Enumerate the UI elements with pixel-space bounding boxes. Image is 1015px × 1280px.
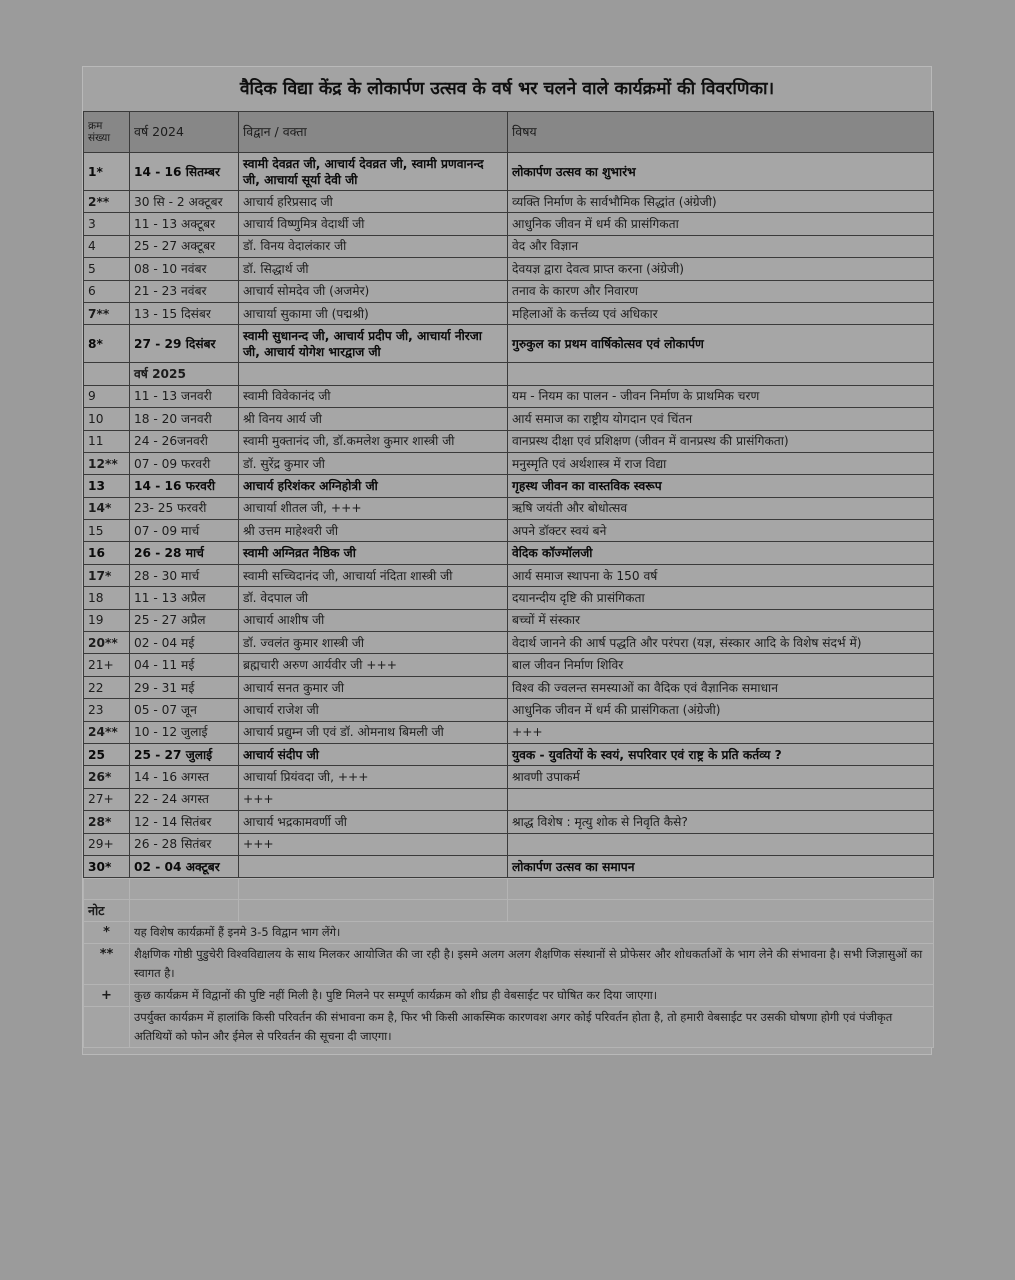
table-row (84, 654, 934, 676)
cell-date: 10 - 12 जुलाई (130, 721, 239, 743)
cell-speaker: आचार्य सोमदेव जी (अजमेर) (239, 280, 508, 302)
cell-date: 02 - 04 अक्टूबर (130, 855, 239, 877)
cell-speaker: आचार्य विष्णुमित्र वेदार्थी जी (239, 213, 508, 235)
table-row (84, 452, 934, 474)
cell-topic: लोकार्पण उत्सव का शुभारंभ (508, 153, 934, 191)
header-serial: क्रम संख्या (84, 112, 130, 153)
cell-no: 29+ (84, 833, 130, 855)
cell-date: 25 - 27 अक्टूबर (130, 235, 239, 257)
cell-topic: व्यक्ति निर्माण के सार्वभौमिक सिद्धांत (अंग्रेजी) (508, 191, 934, 213)
cell-topic: लोकार्पण उत्सव का समापन (508, 855, 934, 877)
cell-date: 02 - 04 मई (130, 632, 239, 654)
note-text: शैक्षणिक गोष्ठी पुडुचेरी विश्वविद्यालय के साथ मिलकर आयोजित की जा रही है। इसमे अलग अलग शैक्षणिक संस्थानों से प्रोफेसर और शोधकर्ताओं के भाग लेने की संभावना है। सभी जिज्ञासुओं का स्वागत है। (130, 944, 934, 985)
table-row (84, 676, 934, 698)
cell-topic: विश्व की ज्वलन्त समस्याओं का वैदिक एवं वैज्ञानिक समाधान (508, 676, 934, 698)
cell-speaker: आचार्या प्रियंवदा जी, +++ (239, 766, 508, 788)
cell-date: 14 - 16 अगस्त (130, 766, 239, 788)
cell-topic: यम - नियम का पालन - जीवन निर्माण के प्राथमिक चरण (508, 385, 934, 407)
table-row (84, 587, 934, 609)
cell-topic: गुरुकुल का प्रथम वार्षिकोत्सव एवं लोकार्पण (508, 325, 934, 363)
cell-speaker: आचार्य प्रद्युम्न जी एवं डॉ. ओमनाथ बिमली जी (239, 721, 508, 743)
cell-no: 7** (84, 302, 130, 324)
cell-no: 10 (84, 408, 130, 430)
cell-no: 1* (84, 153, 130, 191)
cell-topic: वेदिक कॉज्मॉलजी (508, 542, 934, 564)
cell-speaker: डॉ. सिद्धार्थ जी (239, 258, 508, 280)
notes-heading: नोट (84, 900, 130, 922)
table-row (84, 385, 934, 407)
notes-spacer-row (84, 879, 934, 900)
cell-topic: श्रावणी उपाकर्म (508, 766, 934, 788)
cell-speaker: आचार्य आशीष जी (239, 609, 508, 631)
cell-speaker: डॉ. सुरेंद्र कुमार जी (239, 452, 508, 474)
note-symbol: ** (84, 944, 130, 985)
table-row (84, 520, 934, 542)
cell-speaker: आचार्य राजेश जी (239, 699, 508, 721)
cell-topic: आधुनिक जीवन में धर्म की प्रासंगिकता (508, 213, 934, 235)
cell-topic: +++ (508, 721, 934, 743)
cell-date: 07 - 09 मार्च (130, 520, 239, 542)
cell-no: 17* (84, 564, 130, 586)
table-row (84, 811, 934, 833)
cell-date: 12 - 14 सितंबर (130, 811, 239, 833)
table-row (84, 302, 934, 324)
cell-speaker: डॉ. विनय वेदालंकार जी (239, 235, 508, 257)
table-row (84, 213, 934, 235)
note-text: यह विशेष कार्यक्रमों हैं इनमे 3-5 विद्वान भाग लेंगे। (130, 922, 934, 944)
cell-no: 24** (84, 721, 130, 743)
cell-topic: वेद और विज्ञान (508, 235, 934, 257)
cell-topic: युवक - युवतियों के स्वयं, सपरिवार एवं राष्ट्र के प्रति कर्तव्य ? (508, 743, 934, 765)
cell-no: 19 (84, 609, 130, 631)
cell-date: 11 - 13 अप्रैल (130, 587, 239, 609)
cell-speaker: आचार्य सनत कुमार जी (239, 676, 508, 698)
cell-no: 22 (84, 676, 130, 698)
table-row (84, 542, 934, 564)
table-row (84, 564, 934, 586)
table-row (84, 153, 934, 191)
cell-date: 27 - 29 दिसंबर (130, 325, 239, 363)
note-row (84, 1007, 934, 1048)
cell-speaker: डॉ. ज्वलंत कुमार शास्त्री जी (239, 632, 508, 654)
cell-date: वर्ष 2025 (130, 363, 239, 385)
cell-topic: दयानन्दीय दृष्टि की प्रासंगिकता (508, 587, 934, 609)
header-speaker: विद्वान / वक्ता (239, 112, 508, 153)
page-title: वैदिक विद्या केंद्र के लोकार्पण उत्सव के वर्ष भर चलने वाले कार्यक्रमों की विवरणिका। (239, 79, 775, 99)
cell-date: 23- 25 फरवरी (130, 497, 239, 519)
cell-no: 3 (84, 213, 130, 235)
cell-topic: ऋषि जयंती और बोधोत्सव (508, 497, 934, 519)
cell-date: 30 सि - 2 अक्टूबर (130, 191, 239, 213)
year-divider-row (84, 363, 934, 385)
cell-topic (508, 833, 934, 855)
notes-table (83, 878, 934, 1048)
note-symbol: * (84, 922, 130, 944)
cell-speaker: स्वामी अग्निव्रत नैष्ठिक जी (239, 542, 508, 564)
cell-topic: गृहस्थ जीवन का वास्तविक स्वरूप (508, 475, 934, 497)
notes-heading-row (84, 900, 934, 922)
schedule-sheet (82, 66, 932, 1055)
cell-no: 4 (84, 235, 130, 257)
cell-no: 6 (84, 280, 130, 302)
cell-speaker (239, 363, 508, 385)
cell-no: 11 (84, 430, 130, 452)
cell-date: 18 - 20 जनवरी (130, 408, 239, 430)
note-symbol (84, 1007, 130, 1048)
cell-date: 05 - 07 जून (130, 699, 239, 721)
cell-date: 07 - 09 फरवरी (130, 452, 239, 474)
note-text: उपर्युक्त कार्यक्रम में हालांकि किसी परिवर्तन की संभावना कम है, फिर भी किसी आकस्मिक कारणवश अगर कोई परिवर्तन होता है, तो हमारी वेबसाईट पर उसकी घोषणा होगी एवं पंजीकृत अतिथियों को फोन और ईमेल से परिवर्तन की सूचना दी जाएगा। (130, 1007, 934, 1048)
cell-speaker: डॉ. वेदपाल जी (239, 587, 508, 609)
table-row (84, 408, 934, 430)
cell-topic: बच्चों में संस्कार (508, 609, 934, 631)
cell-no: 30* (84, 855, 130, 877)
cell-date: 29 - 31 मई (130, 676, 239, 698)
cell-speaker (239, 855, 508, 877)
cell-no: 5 (84, 258, 130, 280)
cell-speaker: आचार्य हरिशंकर अग्निहोत्री जी (239, 475, 508, 497)
cell-speaker: स्वामी सुधानन्द जी, आचार्य प्रदीप जी, आचार्या नीरजा जी, आचार्य योगेश भारद्वाज जी (239, 325, 508, 363)
cell-topic: आधुनिक जीवन में धर्म की प्रासंगिकता (अंग्रेजी) (508, 699, 934, 721)
cell-date: 08 - 10 नवंबर (130, 258, 239, 280)
cell-topic (508, 363, 934, 385)
cell-topic: अपने डॉक्टर स्वयं बने (508, 520, 934, 542)
table-row (84, 632, 934, 654)
cell-speaker: ब्रह्मचारी अरुण आर्यवीर जी +++ (239, 654, 508, 676)
cell-speaker: आचार्य भद्रकामवर्णी जी (239, 811, 508, 833)
table-row (84, 766, 934, 788)
cell-no: 27+ (84, 788, 130, 810)
cell-no: 18 (84, 587, 130, 609)
schedule-table (83, 111, 934, 878)
cell-topic: वेदार्थ जानने की आर्ष पद्धति और परंपरा (यज्ञ, संस्कार आदि के विशेष संदर्भ में) (508, 632, 934, 654)
table-row (84, 743, 934, 765)
cell-date: 14 - 16 सितम्बर (130, 153, 239, 191)
cell-no: 2** (84, 191, 130, 213)
cell-no: 25 (84, 743, 130, 765)
cell-speaker: आचार्य हरिप्रसाद जी (239, 191, 508, 213)
note-row (84, 922, 934, 944)
cell-topic: देवयज्ञ द्वारा देवत्व प्राप्त करना (अंग्रेजी) (508, 258, 934, 280)
cell-topic: श्राद्ध विशेष : मृत्यु शोक से निवृति कैसे? (508, 811, 934, 833)
table-row (84, 258, 934, 280)
cell-no: 16 (84, 542, 130, 564)
table-row (84, 325, 934, 363)
table-row (84, 280, 934, 302)
cell-no: 13 (84, 475, 130, 497)
table-row (84, 497, 934, 519)
table-row (84, 430, 934, 452)
cell-topic: आर्य समाज स्थापना के 150 वर्ष (508, 564, 934, 586)
cell-no: 15 (84, 520, 130, 542)
cell-speaker: श्री विनय आर्य जी (239, 408, 508, 430)
note-symbol: + (84, 985, 130, 1007)
cell-topic (508, 788, 934, 810)
cell-no: 14* (84, 497, 130, 519)
cell-no: 8* (84, 325, 130, 363)
cell-topic: बाल जीवन निर्माण शिविर (508, 654, 934, 676)
cell-date: 26 - 28 सितंबर (130, 833, 239, 855)
header-topic: विषय (508, 112, 934, 153)
cell-topic: वानप्रस्थ दीक्षा एवं प्रशिक्षण (जीवन में वानप्रस्थ की प्रासंगिकता) (508, 430, 934, 452)
cell-speaker: आचार्य संदीप जी (239, 743, 508, 765)
cell-date: 28 - 30 मार्च (130, 564, 239, 586)
cell-date: 04 - 11 मई (130, 654, 239, 676)
cell-no: 26* (84, 766, 130, 788)
table-row (84, 609, 934, 631)
cell-topic: तनाव के कारण और निवारण (508, 280, 934, 302)
table-row (84, 475, 934, 497)
cell-date: 11 - 13 अक्टूबर (130, 213, 239, 235)
cell-speaker: स्वामी देवव्रत जी, आचार्य देवव्रत जी, स्वामी प्रणवानन्द जी, आचार्या सूर्या देवी जी (239, 153, 508, 191)
cell-speaker: +++ (239, 788, 508, 810)
cell-speaker: +++ (239, 833, 508, 855)
cell-speaker: श्री उत्तम माहेश्वरी जी (239, 520, 508, 542)
cell-date: 14 - 16 फरवरी (130, 475, 239, 497)
cell-no: 12** (84, 452, 130, 474)
note-text: कुछ कार्यक्रम में विद्वानों की पुष्टि नहीं मिली है। पुष्टि मिलने पर सम्पूर्ण कार्यक्रम को शीघ्र ही वेबसाईट पर घोषित कर दिया जाएगा। (130, 985, 934, 1007)
cell-no: 9 (84, 385, 130, 407)
cell-no: 23 (84, 699, 130, 721)
table-row (84, 191, 934, 213)
cell-date: 26 - 28 मार्च (130, 542, 239, 564)
cell-topic: महिलाओं के कर्त्तव्य एवं अधिकार (508, 302, 934, 324)
cell-no: 20** (84, 632, 130, 654)
cell-no: 21+ (84, 654, 130, 676)
cell-topic: आर्य समाज का राष्ट्रीय योगदान एवं चिंतन (508, 408, 934, 430)
cell-date: 25 - 27 जुलाई (130, 743, 239, 765)
table-row (84, 855, 934, 877)
cell-speaker: आचार्या शीतल जी, +++ (239, 497, 508, 519)
header-year: वर्ष 2024 (130, 112, 239, 153)
table-row (84, 833, 934, 855)
cell-date: 21 - 23 नवंबर (130, 280, 239, 302)
table-row (84, 721, 934, 743)
note-row (84, 985, 934, 1007)
cell-no: 28* (84, 811, 130, 833)
cell-no (84, 363, 130, 385)
cell-date: 24 - 26जनवरी (130, 430, 239, 452)
cell-speaker: स्वामी सच्चिदानंद जी, आचार्या नंदिता शास्त्री जी (239, 564, 508, 586)
cell-date: 11 - 13 जनवरी (130, 385, 239, 407)
table-row (84, 235, 934, 257)
note-row (84, 944, 934, 985)
cell-topic: मनुस्मृति एवं अर्थशास्त्र में राज विद्या (508, 452, 934, 474)
cell-speaker: स्वामी मुक्तानंद जी, डॉ.कमलेश कुमार शास्त्री जी (239, 430, 508, 452)
table-header-row (84, 112, 934, 153)
cell-date: 25 - 27 अप्रैल (130, 609, 239, 631)
table-row (84, 788, 934, 810)
table-row (84, 699, 934, 721)
cell-speaker: स्वामी विवेकानंद जी (239, 385, 508, 407)
cell-date: 22 - 24 अगस्त (130, 788, 239, 810)
cell-date: 13 - 15 दिसंबर (130, 302, 239, 324)
cell-speaker: आचार्या सुकामा जी (पद्मश्री) (239, 302, 508, 324)
